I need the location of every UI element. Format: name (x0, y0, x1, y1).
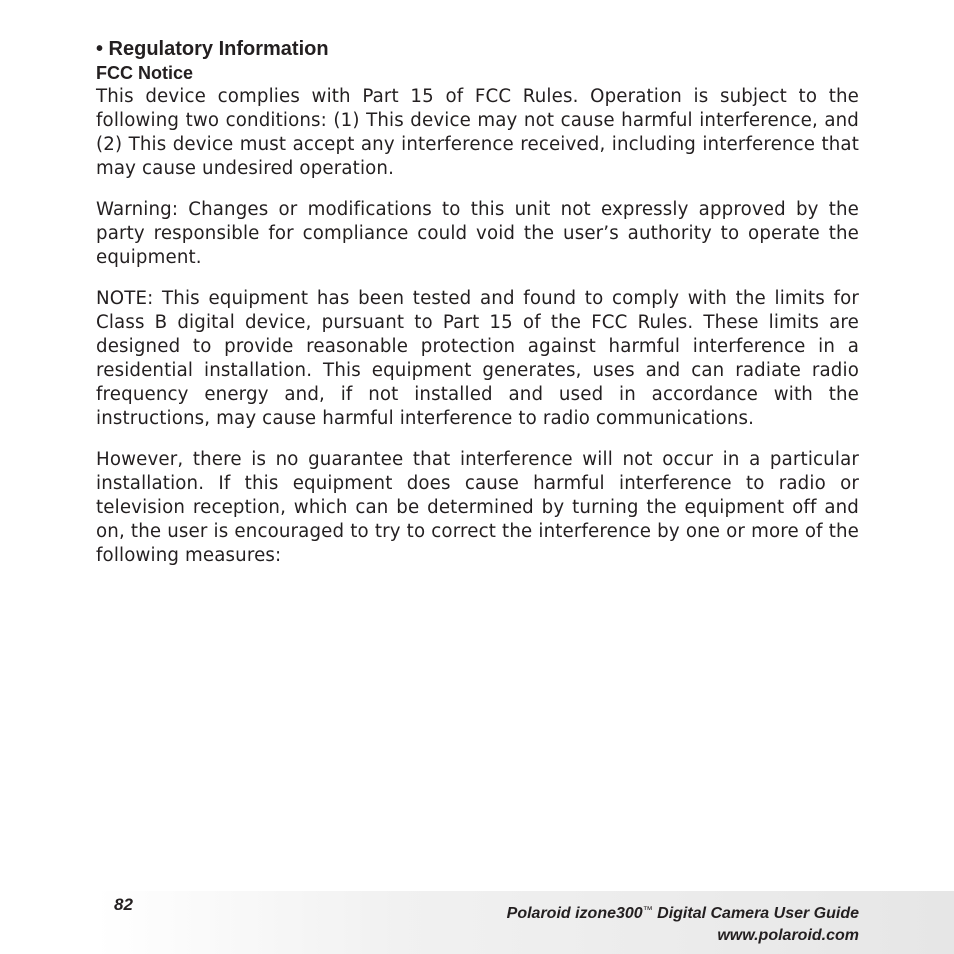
guide-title-rest: Digital Camera User Guide (652, 905, 859, 922)
paragraph-note: NOTE: This equipment has been tested and found to comply with the limits for Class B digital device, pursuant to Part 15 of the FCC Rules. These limits are designed to provide reasonable protection against harmful interference in a residential installation. This equipment generates, uses and can radiate radio frequency energy and, if not installed and used in accordance with the instructions, may cause harmful interference to radio communications. (96, 288, 859, 429)
trademark-symbol: ™ (642, 905, 653, 916)
guide-title-product: Polaroid izone300 (506, 905, 643, 922)
paragraph-compliance: This device complies with Part 15 of FCC Rules. Operation is subject to the following two conditions: (1) This device may not cause harmful interference, and (2) This device must accept any interference received, including interference that may cause undesired operation. (96, 86, 859, 179)
fcc-notice-subheading: FCC Notice (96, 63, 194, 83)
page-content (96, 37, 859, 585)
footer-guide-title (507, 900, 859, 948)
section-heading: • Regulatory Information (96, 38, 329, 60)
footer-website: www.polaroid.com (717, 927, 859, 944)
paragraph-warning: Warning: Changes or modifications to this unit not expressly approved by the party responsible for compliance could void the user’s authority to operate the equipment. (96, 199, 859, 268)
page-number: 82 (114, 895, 133, 914)
paragraph-guarantee: However, there is no guarantee that interference will not occur in a particular installation. If this equipment does cause harmful interference to radio or television reception, which can be determined by turning the equipment off and on, the user is encouraged to try to correct the interference by one or more of the following measures: (96, 449, 859, 566)
